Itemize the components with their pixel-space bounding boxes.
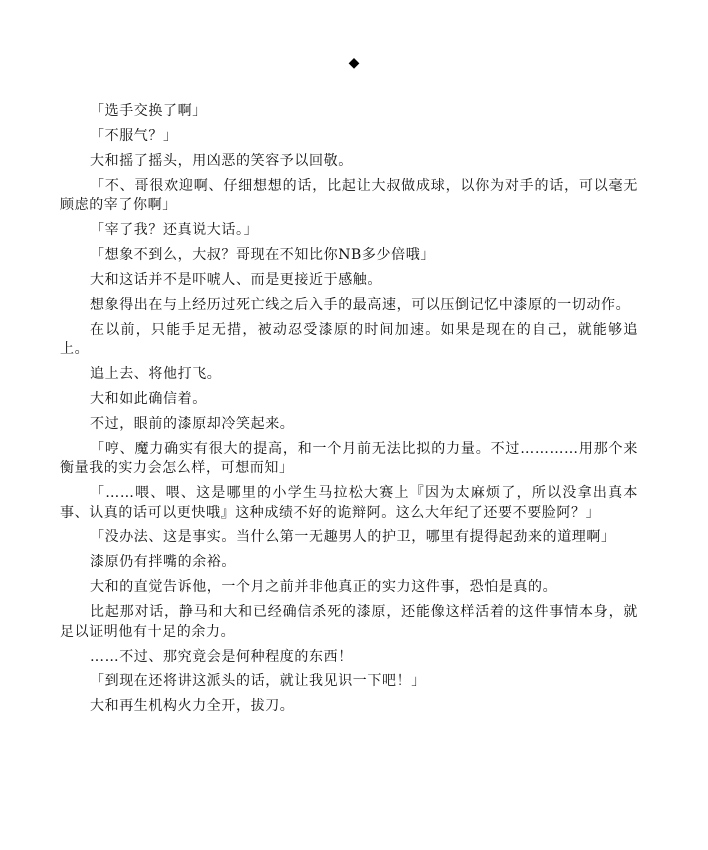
paragraph: 追上去、将他打飞。 <box>90 366 222 383</box>
paragraph: 漆原仍有拌嘴的余裕。 <box>90 554 236 571</box>
paragraph: 大和摇了摇头，用凶恶的笑容予以回敬。 <box>90 152 353 169</box>
paragraph: ……不过、那究竟会是何种程度的东西！ <box>90 648 353 665</box>
paragraph: 「到现在还将讲这派头的话，就让我见识一下吧！」 <box>90 673 426 690</box>
paragraph: 「想象不到么，大叔？哥现在不知比你NB多少倍哦」 <box>90 246 435 263</box>
paragraph: 「没办法、这是事实。当什么第一无趣男人的护卫，哪里有提得起劲来的道理啊」 <box>90 529 616 546</box>
paragraph: 大和这话并不是吓唬人、而是更接近于感触。 <box>90 271 382 288</box>
paragraph: 大和的直觉告诉他，一个月之前并非他真正的实力这件事，恐怕是真的。 <box>90 579 558 596</box>
paragraph: 「不、哥很欢迎啊、仔细想想的话，比起让大叔做成球，以你为对手的话，可以毫无顾虑的宰了你啊」 <box>60 177 638 214</box>
paragraph: 「宰了我？还真说大话。」 <box>90 222 259 239</box>
paragraph: 「不服气？」 <box>90 127 178 144</box>
paragraph: 比起那对话，静马和大和已经确信杀死的漆原，还能像这样活着的这件事情本身，就足以证明他有十足的余力。 <box>60 604 638 640</box>
paragraph: 在以前，只能手足无措，被动忍受漆原的时间加速。如果是现在的自己，就能够追上。 <box>60 321 638 358</box>
paragraph: 不过，眼前的漆原却冷笑起来。 <box>90 415 295 432</box>
paragraph: 大和如此确信着。 <box>90 390 207 407</box>
paragraph: 「选手交换了啊」 <box>90 103 207 119</box>
section-separator-diamond-icon: ◆ <box>348 55 360 71</box>
paragraph: 大和再生机构火力全开，拔刀。 <box>90 698 295 715</box>
paragraph: 想象得出在与上经历过死亡线之后入手的最高速，可以压倒记忆中漆原的一切动作。 <box>90 296 631 313</box>
paragraph: 「……喂、喂、这是哪里的小学生马拉松大赛上『因为太麻烦了，所以没拿出真本事、认真的话可以更快哦』这种成绩不好的诡辩阿。这么大年纪了还要不要脸阿？」 <box>60 485 638 521</box>
text-body <box>60 102 638 722</box>
paragraph: 「哼、魔力确实有很大的提高，和一个月前无法比拟的力量。不过…………用那个来衡量我的实力会怎么样，可想而知」 <box>60 440 638 477</box>
